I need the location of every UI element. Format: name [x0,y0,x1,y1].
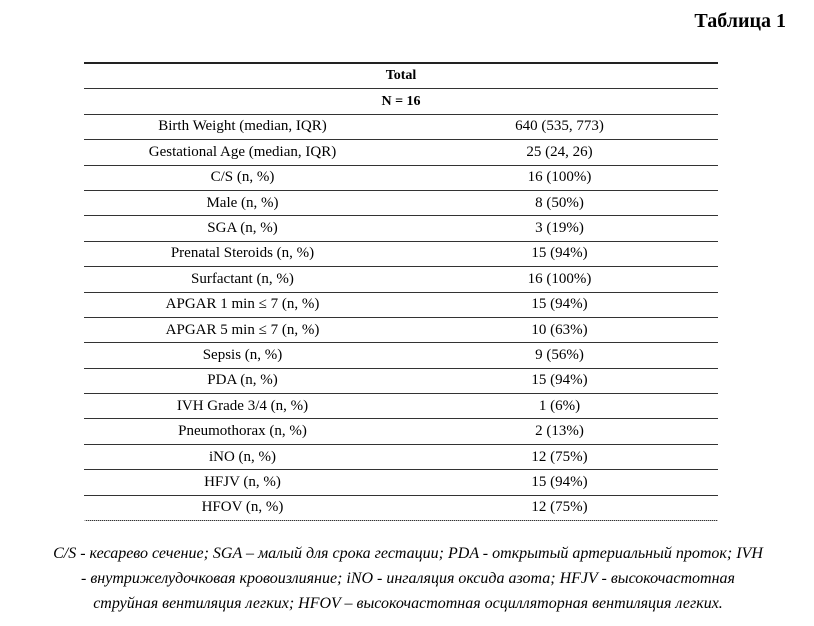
table-row [84,241,718,266]
row-label: Surfactant (n, %) [84,267,401,292]
row-label: APGAR 1 min ≤ 7 (n, %) [84,292,401,317]
row-label: PDA (n, %) [84,368,401,393]
row-label: Sepsis (n, %) [84,343,401,368]
row-label: SGA (n, %) [84,216,401,241]
row-value: 3 (19%) [401,216,718,241]
table-row [84,495,718,520]
table-row [84,216,718,241]
row-label: Birth Weight (median, IQR) [84,114,401,139]
row-label: HFOV (n, %) [84,495,401,520]
row-value: 15 (94%) [401,470,718,495]
row-value: 640 (535, 773) [401,114,718,139]
row-label: IVH Grade 3/4 (n, %) [84,394,401,419]
header-total: Total [84,63,718,89]
table-row [84,444,718,469]
footnote-line: струйная вентиляция легких; HFOV – высокочастотная осцилляторная вентиляция легких. [93,595,723,612]
row-label: Gestational Age (median, IQR) [84,140,401,165]
row-value: 1 (6%) [401,394,718,419]
table-caption: Таблица 1 [694,10,786,32]
abbreviations-footnote [8,541,808,616]
row-value: 25 (24, 26) [401,140,718,165]
row-label: Pneumothorax (n, %) [84,419,401,444]
row-label: APGAR 5 min ≤ 7 (n, %) [84,317,401,342]
row-value: 8 (50%) [401,190,718,215]
header-n: N = 16 [84,89,718,114]
row-label: C/S (n, %) [84,165,401,190]
table-row [84,317,718,342]
cropped-line-artifact [84,520,718,524]
row-value: 15 (94%) [401,292,718,317]
table-row [84,140,718,165]
footnote-line: C/S - кесарево сечение; SGA – малый для срока гестации; PDA - открытый артериальный проток; IVH [53,545,763,562]
row-label: HFJV (n, %) [84,470,401,495]
row-label: iNO (n, %) [84,444,401,469]
row-value: 16 (100%) [401,165,718,190]
table-row [84,470,718,495]
row-value: 12 (75%) [401,495,718,520]
row-value: 10 (63%) [401,317,718,342]
row-value: 9 (56%) [401,343,718,368]
table-row [84,190,718,215]
row-value: 16 (100%) [401,267,718,292]
data-table [84,62,718,521]
row-label: Prenatal Steroids (n, %) [84,241,401,266]
row-value: 12 (75%) [401,444,718,469]
row-value: 15 (94%) [401,241,718,266]
table-row [84,267,718,292]
table-row [84,292,718,317]
row-value: 2 (13%) [401,419,718,444]
table-row [84,394,718,419]
table-row [84,419,718,444]
table-row [84,343,718,368]
table-row [84,114,718,139]
table-row [84,368,718,393]
row-label: Male (n, %) [84,190,401,215]
header-row-total [84,63,718,89]
footnote-line: - внутрижелудочковая кровоизлияние; iNO - ингаляция оксида азота; HFJV - высокочастотная [81,570,735,587]
row-value: 15 (94%) [401,368,718,393]
header-row-n [84,89,718,114]
table-row [84,165,718,190]
